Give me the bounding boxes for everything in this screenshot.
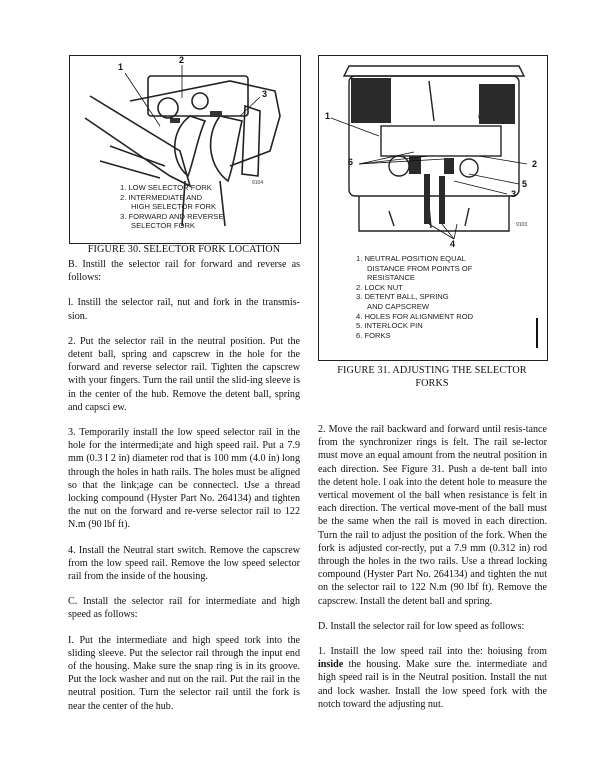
paragraph: 2. Move the rail backward and forward until resis-tance from the synchronizer rings is felt. The rail se-lector must move an equal amount from the neutral position in each direction. See Figure 31. Push a de-tent ball into the detent hole. l oak into the detent hole to measure the vertical movement ol the ball when resistance is felt in each direction. The vertical move-ment of the ball must be the same when the rail is moved in each direction. Turn the rail to adjust the position of the fork. When the fork is adjusted cor-rectly, put a 7.9 mm (0.312 in) rod through the holes in the two rails. Use a thread locking compound (Hyster Part No. 264134) and tighten the nut on the selector rail to 122 N.m (90 lbf ft). Remove the capscrew. Install the detent ball and spring. — [318, 424, 547, 607]
legend-item: 2. INTERMEDIATE AND — [120, 192, 203, 202]
right-column — [318, 423, 547, 723]
paragraph: l. Instill the selector rail, nut and fork in the transmis-sion. — [68, 297, 300, 322]
paragraph: 3. Temporarily install the low speed selector rail in the hole for the intermedi;ate and high speed rail. Put a 7.9 mm (0.3 I 2 in) diameter rod that is 100 mm (4.0 in) long through the holes in hath rails. The holes must be aligned so that the link;age can be connectecl. tJse a thread locking compound (Hyster Part No. 264134) and tighten the nut on the forward and re-verse selector rail to 122 N.m (90 lbf ft). — [68, 427, 300, 531]
figure-code: 9103 — [516, 222, 528, 228]
text-run: the housing. Make sure the. intermediate and high speed rail is in the Neutral position. Install the nut and lock washer. Install the low speed fork with the notch toward the adjusting nut. — [318, 659, 547, 710]
legend-item: 3. DETENT BALL, SPRING — [356, 292, 449, 302]
callout-2: 2 — [532, 159, 538, 169]
legend-item: RESISTANCE — [367, 273, 415, 283]
paragraph: B. Instill the selector rail for forward and reverse as follows: — [68, 259, 300, 284]
paragraph: I. Put the intermediate and high speed tork into the sliding sleeve. Put the selector rail through the input end of the housing. Make sure the snap ring is in its groove. Put the lock washer and nut on the rail. Put the rail in the neutral position. Turn the selector rail until the fork is near the center of the hub. — [68, 634, 300, 712]
figure-code: 9104 — [252, 180, 264, 186]
legend-item: SELECTOR FORK — [131, 221, 195, 231]
figure-30-legend — [120, 183, 223, 231]
callout-4: 4 — [450, 239, 456, 249]
caption-line: FORKS — [415, 378, 449, 389]
legend-item: AND CAPSCREW — [367, 301, 430, 311]
text-run: 1. Instaill the low speed rail into the: hoiusing from — [318, 646, 547, 658]
caption-line: FIGURE 31. ADJUSTING THE SELECTOR — [337, 365, 527, 376]
legend-item: DISTANCE FROM POINTS OF — [367, 263, 473, 273]
paragraph: D. Install the selector rail for low speed as follows: — [318, 620, 525, 632]
legend-item: 2. LOCK NUT — [356, 282, 403, 292]
legend-item: 1. LOW SELECTOR FORK — [120, 183, 212, 192]
paragraph: 4. Install the Neutral start switch. Remove the capscrew from the low speed rail. Remove the low speed selector rail from the inside of the housing. — [68, 544, 300, 583]
legend-item: 4. HOLES FOR ALIGNMENT ROD — [356, 311, 474, 321]
callout-5: 5 — [522, 179, 528, 189]
callout-1: 1 — [118, 62, 124, 72]
legend-item: 5. INTERLOCK PIN — [356, 321, 423, 331]
revision-bar — [536, 318, 538, 348]
legend-item: 6. FORKS — [356, 330, 391, 340]
paragraph-d1 — [318, 645, 547, 711]
legend-item: 1. NEUTRAL POSITION EQUAL — [356, 254, 466, 263]
figure-31-caption — [330, 364, 534, 390]
legend-item: 3. FORWARD AND REVERSE — [120, 211, 224, 221]
legend-item: HIGH SELECTOR FORK — [131, 202, 217, 212]
left-column — [68, 258, 300, 725]
paragraph: 2. Put the selector rail in the neutral position. Put the detent ball, spring and capscrew in the hole for the forward and reverse selector rail. Tighten the capscrew with your fingers. Turn the rail until the slid-ing sleeve is in the center of the hub. Remove the detent ball, spring and capsci ew. — [68, 335, 300, 413]
paragraph: C. Install the selector rail for intermediate and high speed as follows: — [68, 596, 300, 621]
emphasis-inside: inside — [318, 659, 344, 671]
callout-3: 3 — [511, 189, 517, 199]
callout-6: 6 — [348, 157, 354, 167]
callout-2: 2 — [179, 55, 185, 65]
figure-30-caption: FIGURE 30. SELECTOR FORK LOCATION — [87, 244, 281, 255]
callout-1: 1 — [325, 111, 331, 121]
callout-3: 3 — [262, 89, 268, 99]
figure-31-legend — [356, 254, 473, 340]
